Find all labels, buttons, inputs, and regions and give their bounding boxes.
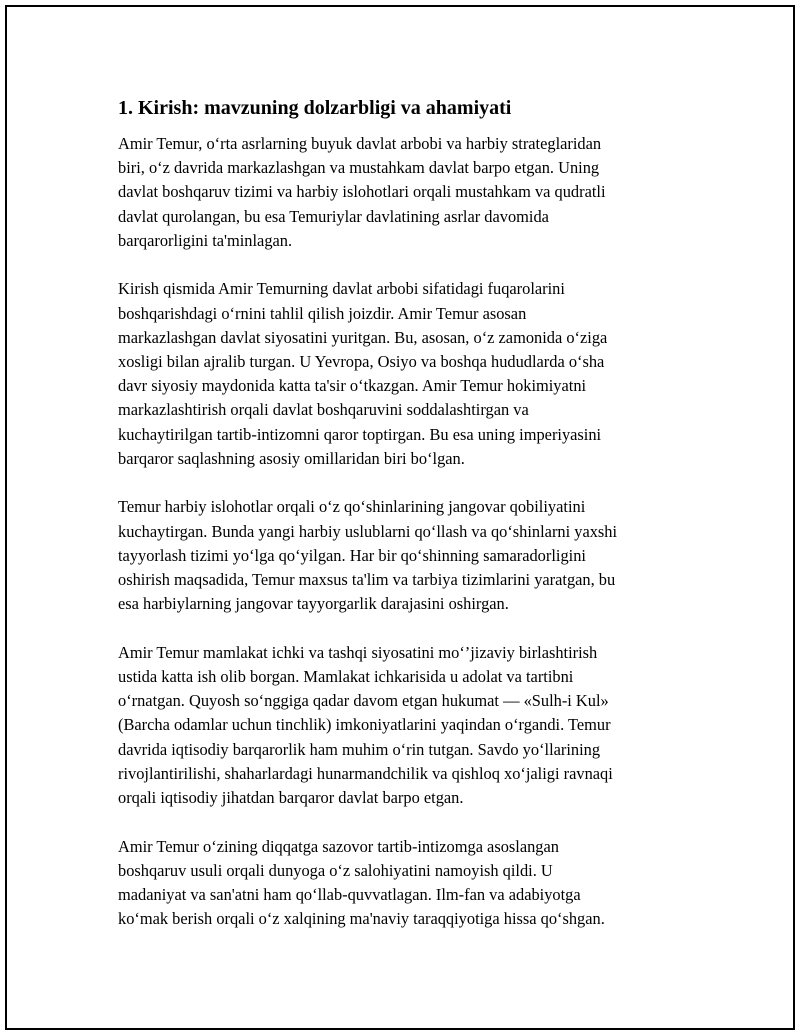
text-line: kuchaytirgan. Bunda yangi harbiy uslublarni qo‘llash va qo‘shinlarni yaxshi bbox=[118, 521, 618, 541]
text-line: tayyorlash tizimi yo‘lga qo‘yilgan. Har bir qo‘shinning samaradorligini bbox=[118, 545, 586, 565]
text-line: davr siyosiy maydonida katta ta'sir o‘tkazgan. Amir Temur hokimiyatni bbox=[118, 376, 587, 396]
text-line: (Barcha odamlar uchun tinchlik) imkoniyatlarini yaqindan o‘rgandi. Temur bbox=[118, 715, 611, 735]
document-body bbox=[118, 96, 688, 956]
text-line: ko‘mak berish orqali o‘z xalqining ma'naviy taraqqiyotiga hissa qo‘shgan. bbox=[118, 909, 605, 929]
text-line: davlat qurolangan, bu esa Temuriylar davlatining asrlar davomida bbox=[118, 206, 549, 226]
text-line: xosligi bilan ajralib turgan. U Yevropa, Osiyo va boshqa hududlarda o‘sha bbox=[118, 352, 605, 372]
text-line: boshqarishdagi o‘rnini tahlil qilish joizdir. Amir Temur asosan bbox=[118, 303, 527, 323]
text-line: markazlashgan davlat siyosatini yuritgan. Bu, asosan, o‘z zamonida o‘ziga bbox=[118, 327, 608, 347]
paragraph-1 bbox=[118, 132, 688, 253]
text-line: o‘rnatgan. Quyosh so‘nggiga qadar davom etgan hukumat — «Sulh-i Kul» bbox=[118, 691, 609, 711]
text-line: Amir Temur o‘zining diqqatga sazovor tartib-intizomga asoslangan bbox=[118, 836, 559, 856]
text-line: davrida iqtisodiy barqarorlik ham muhim o‘rin tutgan. Savdo yo‘llarining bbox=[118, 739, 601, 759]
text-line: biri, o‘z davrida markazlashgan va mustahkam davlat barpo etgan. Uning bbox=[118, 158, 600, 178]
text-line: Amir Temur mamlakat ichki va tashqi siyosatini mo‘’jizaviy birlashtirish bbox=[118, 642, 598, 662]
section-heading: 1. Kirish: mavzuning dolzarbligi va ahamiyati bbox=[118, 97, 512, 119]
text-line: markazlashtirish orqali davlat boshqaruvini soddalashtirgan va bbox=[118, 400, 529, 420]
text-line: Amir Temur, o‘rta asrlarning buyuk davlat arbobi va harbiy strateglaridan bbox=[118, 134, 602, 153]
text-line: Kirish qismida Amir Temurning davlat arbobi sifatidagi fuqarolarini bbox=[118, 279, 565, 299]
paragraph-5 bbox=[118, 835, 688, 932]
paragraph-list bbox=[118, 132, 688, 931]
text-line: barqaror saqlashning asosiy omillaridan biri bo‘lgan. bbox=[118, 448, 465, 468]
text-line: Temur harbiy islohotlar orqali o‘z qo‘shinlarining jangovar qobiliyatini bbox=[118, 497, 586, 517]
text-line: orqali iqtisodiy jihatdan barqaror davlat barpo etgan. bbox=[118, 788, 464, 808]
text-line: davlat boshqaruv tizimi va harbiy islohotlari orqali mustahkam va qudratli bbox=[118, 182, 606, 202]
text-line: madaniyat va san'atni ham qo‘llab-quvvatlagan. Ilm-fan va adabiyotga bbox=[118, 885, 581, 905]
text-line: ustida katta ish olib borgan. Mamlakat ichkarisida u adolat va tartibni bbox=[118, 667, 574, 687]
text-line: kuchaytirilgan tartib-intizomni qaror toptirgan. Bu esa uning imperiyasini bbox=[118, 424, 602, 444]
paragraph-3 bbox=[118, 495, 688, 616]
paragraph-4 bbox=[118, 641, 688, 810]
text-line: esa harbiylarning jangovar tayyorgarlik darajasini oshirgan. bbox=[118, 594, 509, 614]
text-line: boshqaruv usuli orqali dunyoga o‘z salohiyatini namoyish qildi. U bbox=[118, 860, 553, 880]
text-line: barqarorligini ta'minlagan. bbox=[118, 230, 293, 250]
text-line: rivojlantirilishi, shaharlardagi hunarmandchilik va qishloq xo‘jaligi ravnaqi bbox=[118, 763, 613, 783]
text-line: oshirish maqsadida, Temur maxsus ta'lim va tarbiya tizimlarini yaratgan, bu bbox=[118, 570, 616, 590]
paragraph-2 bbox=[118, 277, 688, 471]
